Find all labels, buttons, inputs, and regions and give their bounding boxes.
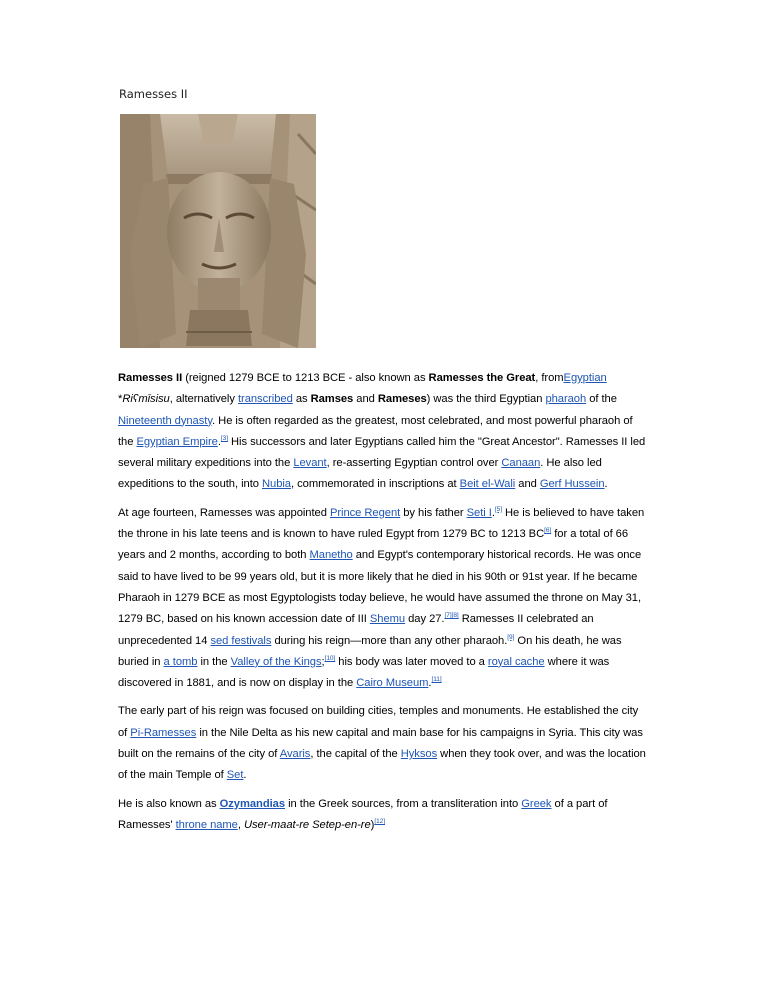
- link-hyksos[interactable]: Hyksos: [400, 748, 438, 761]
- link-seti-i[interactable]: Seti I: [466, 506, 492, 519]
- transliteration: Riʕmīsisu: [122, 393, 170, 406]
- citation-3[interactable]: [3]: [220, 434, 228, 442]
- paragraph-ozymandias: He is also known as Ozymandias in the Greek sources, from a transliteration into Greek of a part of Ramesses' throne name, User-maat-re Setep-en-re)[12]: [118, 797, 608, 831]
- link-ozymandias[interactable]: Ozymandias: [219, 797, 286, 810]
- link-beit-el-wali[interactable]: Beit el-Wali: [459, 478, 516, 491]
- link-shemu[interactable]: Shemu: [369, 613, 406, 626]
- link-egyptian-empire[interactable]: Egyptian Empire: [136, 435, 218, 448]
- link-set[interactable]: Set: [226, 769, 244, 782]
- link-egyptian[interactable]: Egyptian: [563, 372, 607, 384]
- citation-9[interactable]: [9]: [507, 633, 515, 641]
- link-gerf-hussein[interactable]: Gerf Hussein: [539, 478, 605, 491]
- link-valley-of-the-kings[interactable]: Valley of the Kings: [230, 655, 322, 668]
- paragraph-reign: At age fourteen, Ramesses was appointed Prince Regent by his father Seti I.[5] He is believed to have taken the throne in his late teens and is known to have ruled Egypt from 1279 BC to 1213 BC[6] for a total of 66 years and 2 months, according to both Manetho and Egypt's contemporary historical records. He was once said to have lived to be 99 years old, but it is more likely that he died in his 90th or 91st year. If he became Pharaoh in 1279 BCE as most Egyptologists today believe, he would have assumed the throne on May 31, 1279 BC, based on his known accession date of III Shemu day 27.[7][8] Ramesses II celebrated an unprecedented 14 sed festivals during his reign—more than any other pharaoh.[9] On his death, he was buried in a tomb in the Valley of the Kings;[10] his body was later moved to a royal cache where it was discovered in 1881, and is now on display in the Cairo Museum.[11]: [118, 505, 645, 690]
- citation-6[interactable]: [6]: [544, 527, 552, 535]
- citation-11[interactable]: [11]: [431, 676, 442, 684]
- citation-10[interactable]: [10]: [324, 654, 336, 662]
- link-pi-ramesses[interactable]: Pi-Ramesses: [130, 726, 197, 739]
- statue-head-image: [120, 114, 316, 348]
- rameses-bold: Rameses: [377, 393, 427, 406]
- link-greek[interactable]: Greek: [521, 797, 552, 810]
- link-transcribed[interactable]: transcribed: [237, 393, 293, 406]
- link-avaris[interactable]: Avaris: [279, 748, 311, 761]
- document-title: Ramesses II: [119, 87, 188, 101]
- link-manetho[interactable]: Manetho: [309, 549, 353, 562]
- link-cairo-museum[interactable]: Cairo Museum: [356, 677, 429, 690]
- throne-name-italic: User-maat-re Setep-en-re: [243, 818, 371, 831]
- great-bold: Ramesses the Great: [428, 372, 536, 384]
- ramesses-statue-photo: [120, 114, 316, 348]
- link-royal-cache[interactable]: royal cache: [487, 655, 545, 668]
- link-sed-festivals[interactable]: sed festivals: [210, 634, 272, 647]
- name-bold: Ramesses II: [118, 372, 183, 384]
- link-throne-name[interactable]: throne name: [175, 818, 238, 831]
- ramses-bold: Ramses: [310, 393, 354, 406]
- link-levant[interactable]: Levant: [293, 457, 327, 470]
- link-nubia[interactable]: Nubia: [262, 478, 291, 491]
- link-nineteenth-dynasty[interactable]: Nineteenth dynasty: [118, 414, 213, 427]
- citation-5[interactable]: [5]: [494, 505, 502, 513]
- article-body: [118, 368, 650, 843]
- paragraph-buildings: The early part of his reign was focused on building cities, temples and monuments. He established the city of Pi-Ramesses in the Nile Delta as his new capital and main base for his campaigns in Syria. This city was built on the remains of the city of Avaris, the capital of the Hyksos when they took over, and was the location of the main Temple of Set.: [118, 705, 646, 782]
- citation-7-8[interactable]: [7][8]: [444, 612, 459, 620]
- link-prince-regent[interactable]: Prince Regent: [329, 506, 401, 519]
- citation-12[interactable]: [12]: [374, 817, 386, 825]
- link-pharaoh[interactable]: pharaoh: [545, 393, 587, 406]
- link-a-tomb[interactable]: a tomb: [163, 655, 198, 668]
- paragraph-intro: Ramesses II (reigned 1279 BCE to 1213 BCE - also known as Ramesses the Great, fromEgyptian *Riʕmīsisu, alternatively transcribed as Ramses and Rameses) was the third Egyptian pharaoh of the Nineteenth dynasty. He is often regarded as the greatest, most celebrated, and most powerful pharaoh of the Egyptian Empire.[3] His successors and later Egyptians called him the "Great Ancestor". Ramesses II led several military expeditions into the Levant, re-asserting Egyptian control over Canaan. He also led expeditions to the south, into Nubia, commemorated in inscriptions at Beit el-Wali and Gerf Hussein.: [118, 372, 646, 491]
- link-canaan[interactable]: Canaan: [501, 457, 541, 470]
